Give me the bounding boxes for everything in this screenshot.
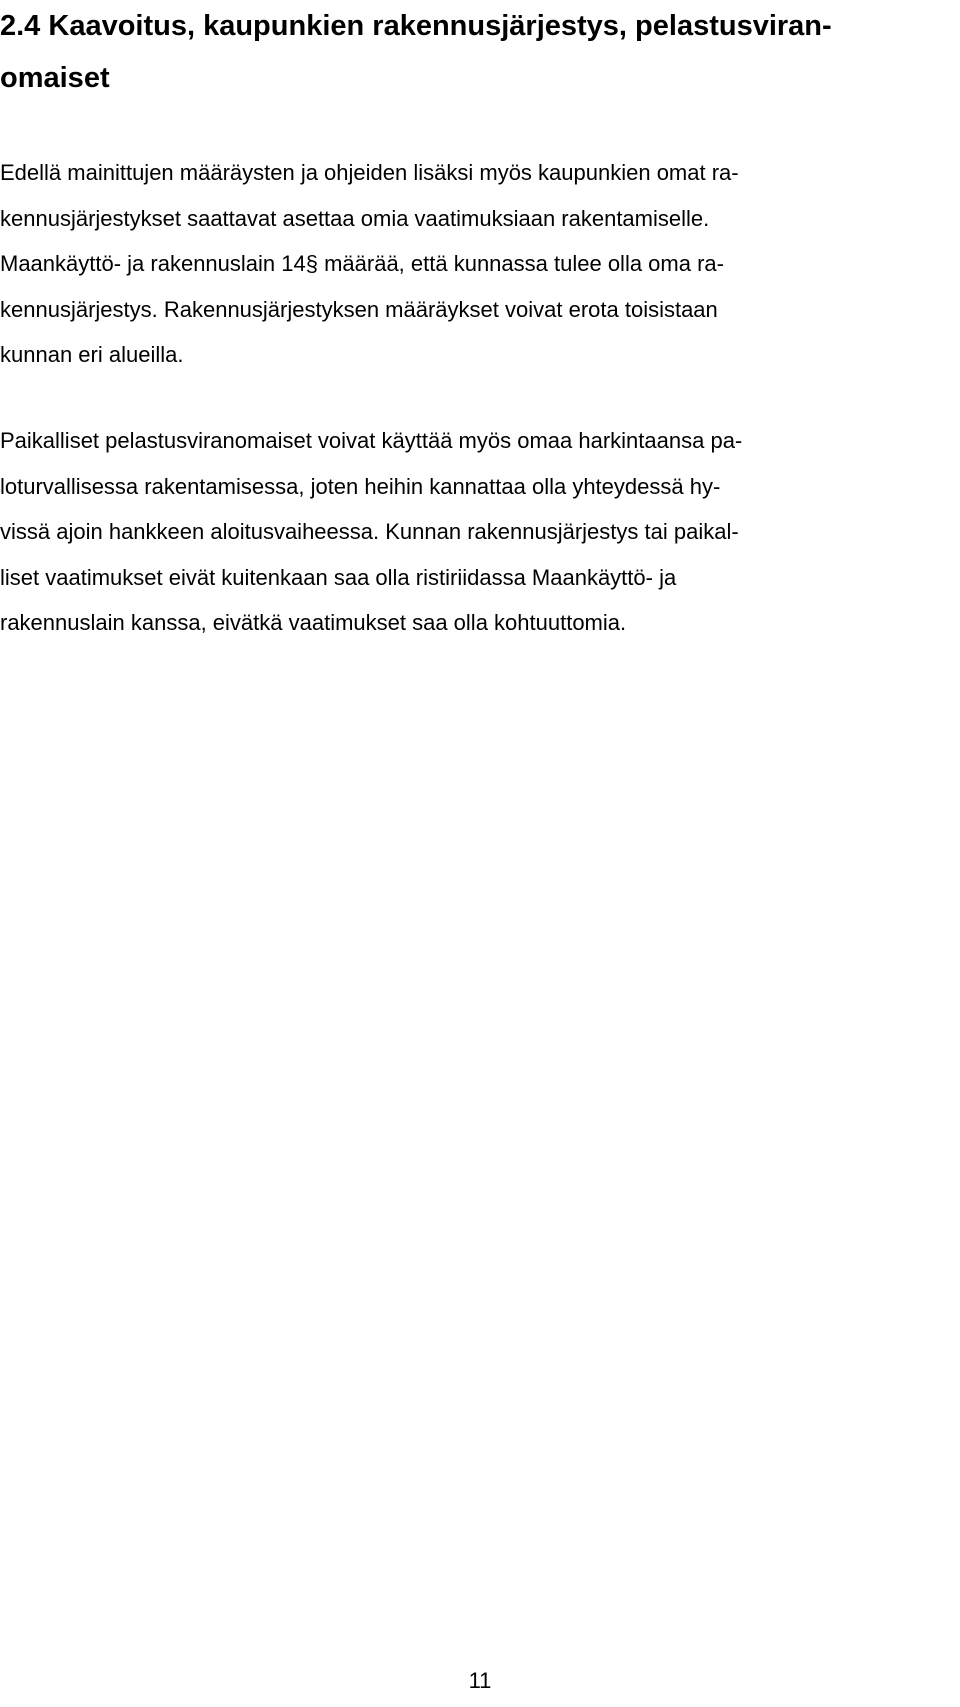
paragraph-line: kennusjärjestykset saattavat asettaa omia vaatimuksiaan rakentamiselle. bbox=[0, 205, 710, 231]
paragraph-line: Edellä mainittujen määräysten ja ohjeiden lisäksi myös kaupunkien omat ra- bbox=[0, 160, 739, 185]
paragraph-line: loturvallisessa rakentamisessa, joten heihin kannattaa olla yhteydessä hy- bbox=[0, 473, 721, 499]
paragraph-line: rakennuslain kanssa, eivätkä vaatimukset saa olla kohtuuttomia. bbox=[0, 610, 627, 635]
paragraph-building-codes bbox=[0, 150, 958, 378]
paragraph-line: kunnan eri alueilla. bbox=[0, 342, 184, 367]
paragraph-line: liset vaatimukset eivät kuitenkaan saa olla ristiriidassa Maankäyttö- ja bbox=[0, 564, 677, 590]
paragraph-line: Paikalliset pelastusviranomaiset voivat käyttää myös omaa harkintaansa pa- bbox=[0, 428, 743, 453]
section-heading bbox=[0, 0, 958, 104]
section-heading-line: 2.4 Kaavoitus, kaupunkien rakennusjärjestys, pelastusviran- bbox=[0, 10, 832, 42]
paragraph-line: vissä ajoin hankkeen aloitusvaiheessa. Kunnan rakennusjärjestys tai paikal- bbox=[0, 519, 739, 544]
page-number: 11 bbox=[468, 1668, 492, 1693]
section-heading-line: omaiset bbox=[0, 62, 110, 94]
paragraph-rescue-authorities bbox=[0, 418, 958, 646]
paragraph-line: kennusjärjestys. Rakennusjärjestyksen määräykset voivat erota toisistaan bbox=[0, 296, 718, 322]
paragraph-line: Maankäyttö- ja rakennuslain 14§ määrää, että kunnassa tulee olla oma ra- bbox=[0, 251, 724, 276]
